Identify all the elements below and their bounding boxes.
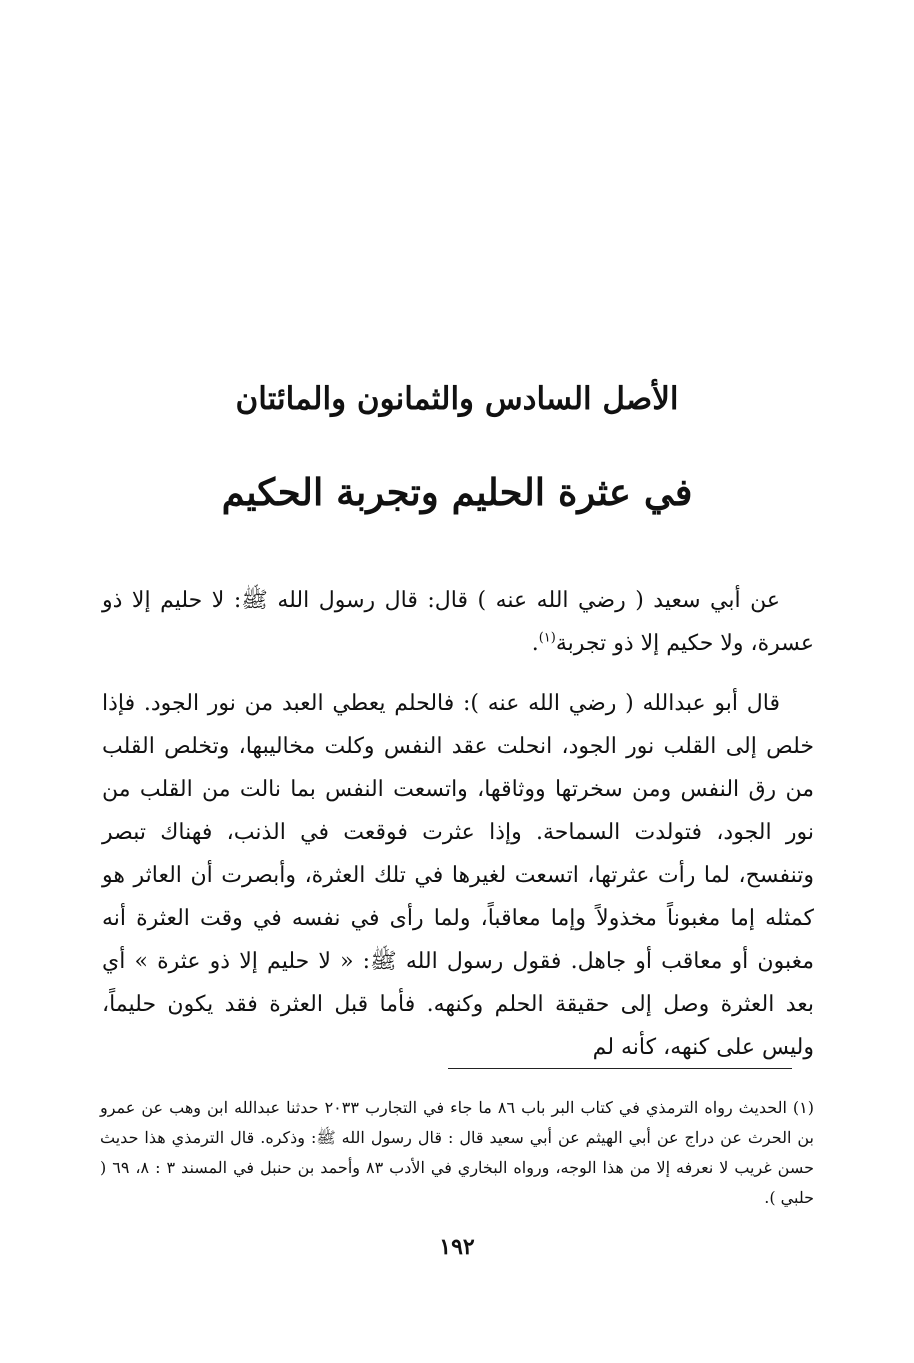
- hadith-paragraph: [102, 579, 814, 665]
- commentary-paragraph: قال أبو عبدالله ( رضي الله عنه ): فالحلم يعطي العبد من نور الجود. فإذا خلص إلى القلب نور الجود، انحلت عقد النفس وكلت مخاليبها، وتخلص القلب من رق النفس ومن سخرتها ووثاقها، واتسعت النفس بما نالت من القلب من نور الجود، فتولدت السماحة. وإذا عثرت فوقعت في الذنب، فهناك تبصر وتنفسح، لما رأت عثرتها، اتسعت لغيرها في تلك العثرة، وأبصرت أن العاثر هو كمثله إما مغبوناً مخذولاً وإما معاقباً، ولما رأى في نفسه في وقت العثرة أنه مغبون أو معاقب أو جاهل. فقول رسول الله ﷺ: « لا حليم إلا ذو عثرة » أي بعد العثرة وصل إلى حقيقة الحلم وكنهه. فأما قبل العثرة فقد يكون حليماً، وليس على كنهه، كأنه لم: [102, 691, 814, 1060]
- footnote-separator: [448, 1068, 792, 1069]
- hadith-end-mark: .: [531, 631, 539, 656]
- footnote-text: (١) الحديث رواه الترمذي في كتاب البر باب ٨٦ ما جاء في التجارب ٢٠٣٣ حدثنا عبدالله ابن وهب عن عمرو بن الحرث عن دراج عن أبي الهيثم عن أبي سعيد قال : قال رسول الله ﷺ: وذكره. قال الترمذي هذا حديث حسن غريب لا نعرفه إلا من هذا الوجه، ورواه البخاري في الأدب ٨٣ وأحمد بن حنبل في المسند ٣ : ٨، ٦٩ ( حلبي ).: [100, 1098, 815, 1207]
- footnote-reference[interactable]: (١): [538, 630, 556, 646]
- chapter-subject-title: في عثرة الحليم وتجربة الحكيم: [221, 470, 693, 514]
- page-number: ١٩٢: [439, 1234, 475, 1260]
- chapter-number-title: الأصل السادس والثمانون والمائتان: [235, 381, 679, 417]
- hadith-text: عن أبي سعيد ( رضي الله عنه ) قال: قال رسول الله ﷺ: لا حليم إلا ذو عسرة، ولا حكيم إلا ذو تجربة: [102, 588, 814, 656]
